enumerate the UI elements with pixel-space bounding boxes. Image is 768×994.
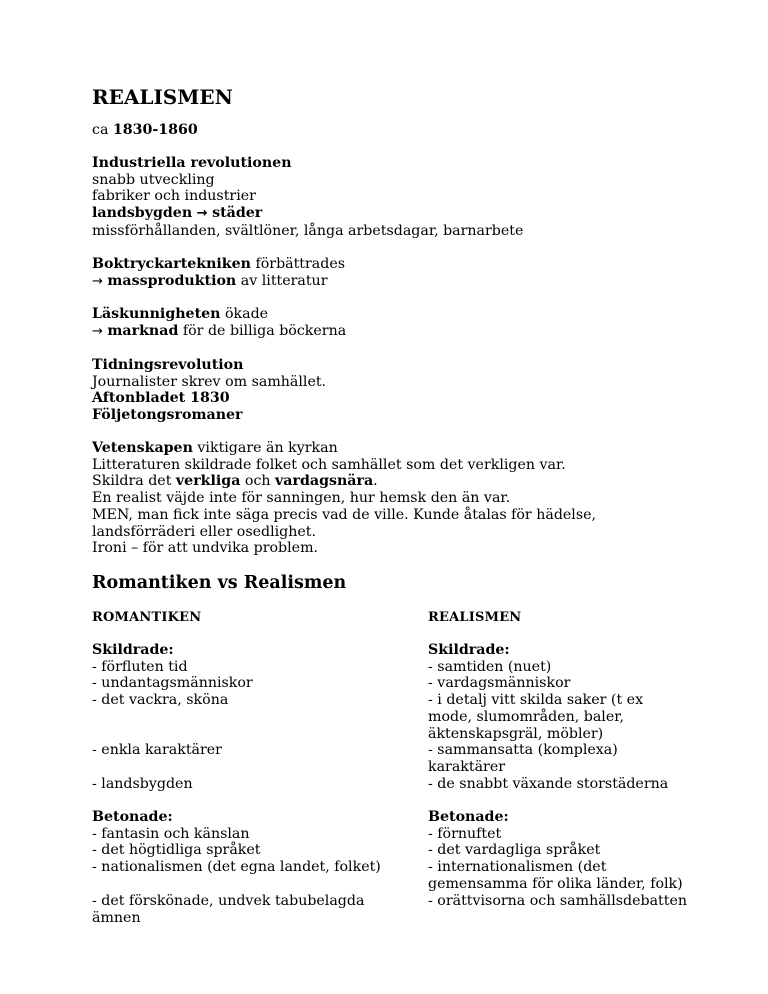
list-item: - förfluten tid <box>92 658 188 675</box>
list-item: - i detalj vitt skilda saker (t ex mode, slumområden, baler, äktenskapsgräl, möbler) <box>428 692 644 742</box>
science-line-3 <box>92 473 692 490</box>
list-item: - internationalismen (det gemensamma för olika länder, folk) <box>428 859 683 892</box>
list-item: - samtiden (nuet) <box>428 658 552 675</box>
list-item: - det vackra, sköna <box>92 692 229 709</box>
realism-depicted <box>428 642 688 792</box>
literacy-section <box>92 306 692 340</box>
countryside-text: landsbygden <box>92 205 193 222</box>
list-item: - det högtidliga språket <box>92 842 261 859</box>
list-item: - vardagsmänniskor <box>428 675 571 692</box>
romanticism-title <box>92 609 392 627</box>
list-item: - de snabbt växande storstäderna <box>428 775 669 792</box>
industrial-line-1: snabb utveckling <box>92 171 215 188</box>
list-item: - landsbygden <box>92 776 193 792</box>
literacy-rest-2: för de billiga böckerna <box>178 322 347 339</box>
industrial-heading: Industriella revolutionen <box>92 155 292 171</box>
printing-bold: Boktryckartekniken <box>92 256 251 272</box>
industrial-section <box>92 155 692 240</box>
text-fragment: . <box>373 473 378 490</box>
list-item: - sammansatta (komplexa) karaktärer <box>428 742 618 775</box>
period-prefix: ca <box>92 122 109 138</box>
printing-rest-2: av litteratur <box>236 272 328 289</box>
science-section <box>92 440 692 557</box>
printing-rest: förbättrades <box>250 256 346 272</box>
realism-title-text: REALISMEN <box>428 610 522 625</box>
romanticism-emphasized <box>92 809 392 876</box>
text-fragment: och <box>240 473 276 490</box>
right-arrow-icon: → <box>92 273 103 289</box>
science-bold: Vetenskapen <box>92 440 193 456</box>
science-line-6: Ironi – för att undvika problem. <box>92 540 319 557</box>
industrial-line-2: fabriker och industrier <box>92 188 256 205</box>
depicted-heading: Skildrade: <box>92 642 174 658</box>
list-item: - undantagsmänniskor <box>92 675 253 692</box>
newspaper-line-2: Aftonbladet 1830 <box>92 390 230 407</box>
text-fragment: Skildra det <box>92 473 176 490</box>
newspaper-line-1: Journalister skrev om samhället. <box>92 373 327 390</box>
everyday-text: vardagsnära <box>275 473 374 490</box>
market-text: marknad <box>107 322 179 339</box>
literacy-rest: ökade <box>220 306 269 322</box>
period-line <box>92 122 692 139</box>
realism-title <box>428 609 688 627</box>
depicted-heading: Skildrade: <box>428 642 510 658</box>
emphasized-heading: Betonade: <box>428 809 509 825</box>
comparison-heading: Romantiken vs Realismen <box>92 573 347 593</box>
romanticism-title-text: ROMANTIKEN <box>92 610 202 625</box>
industrial-line-3 <box>92 205 692 223</box>
mass-production-text: massproduktion <box>107 272 237 289</box>
right-arrow-icon: → <box>92 323 103 339</box>
newspaper-line-3: Följetongsromaner <box>92 407 243 424</box>
list-item: - det förskönade, undvek tabubelagda ämnen <box>92 893 365 926</box>
list-item: - nationalismen (det egna landet, folket) <box>92 859 381 876</box>
real-text: verkliga <box>175 473 241 490</box>
right-arrow-icon: → <box>196 206 208 222</box>
romanticism-depicted <box>92 642 392 709</box>
science-line-5: MEN, man fick inte säga precis vad de ville. Kunde åtalas för hädelse, landsförräderi eller osedlighet. <box>92 506 597 540</box>
science-rest: viktigare än kyrkan <box>192 440 338 456</box>
industrial-line-4: missförhållanden, svältlöner, långa arbetsdagar, barnarbete <box>92 222 524 239</box>
science-line-2: Litteraturen skildrade folket och samhället som det verkligen var. <box>92 456 566 473</box>
printing-section <box>92 256 692 290</box>
realism-emphasized <box>428 809 688 909</box>
literacy-bold: Läskunnigheten <box>92 306 221 322</box>
cities-text: städer <box>212 205 263 222</box>
period-years: 1830-1860 <box>112 122 198 138</box>
emphasized-heading: Betonade: <box>92 809 173 825</box>
newspaper-heading: Tidningsrevolution <box>92 357 244 373</box>
page-title: REALISMEN <box>92 85 233 109</box>
list-item: - enkla karaktärer <box>92 742 222 758</box>
list-item: - fantasin och känslan <box>92 825 250 842</box>
list-item: - orättvisorna och samhällsdebatten <box>428 892 687 909</box>
science-line-4: En realist väjde inte för sanningen, hur hemsk den än var. <box>92 490 511 507</box>
list-item: - förnuftet <box>428 825 502 842</box>
newspaper-section <box>92 357 692 424</box>
list-item: - det vardagliga språket <box>428 842 601 859</box>
